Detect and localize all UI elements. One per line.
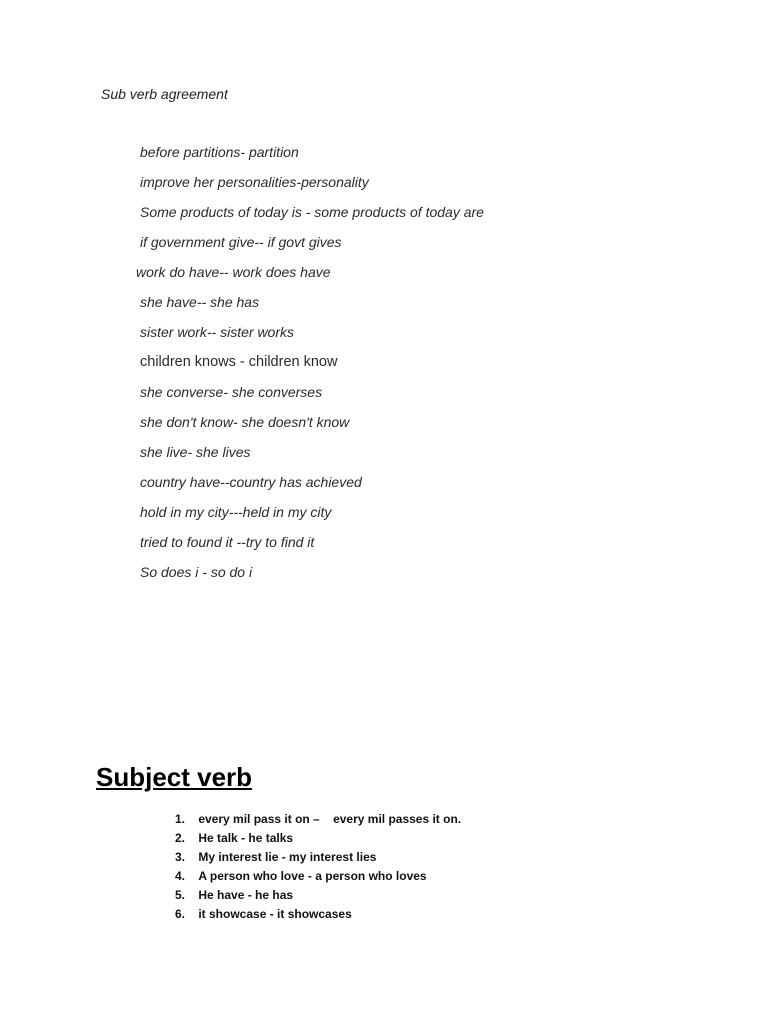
note-line: if government give-- if govt gives xyxy=(140,234,342,250)
list-text: He talk - he talks xyxy=(198,831,294,845)
list-item xyxy=(150,831,461,850)
note-line: sister work-- sister works xyxy=(140,324,295,340)
document-title: Sub verb agreement xyxy=(101,86,228,102)
list-number: 4. xyxy=(174,869,185,883)
list-text xyxy=(185,812,198,831)
note-line: tried to found it --try to find it xyxy=(140,534,315,550)
list-item xyxy=(150,869,461,888)
list-number: 6. xyxy=(174,907,185,921)
list-item xyxy=(150,850,461,869)
note-line: improve her personalities-personality xyxy=(140,174,369,190)
note-line: she have-- she has xyxy=(140,294,260,310)
list-text: every mil pass it on – every mil passes it on. xyxy=(198,812,462,826)
note-line: country have--country has achieved xyxy=(140,474,362,490)
list-text xyxy=(185,850,198,869)
list-text: My interest lie - my interest lies xyxy=(198,850,377,864)
list-number: 1. xyxy=(174,812,185,826)
list-text xyxy=(185,869,198,888)
note-line: she converse- she converses xyxy=(140,384,323,400)
list-text: it showcase - it showcases xyxy=(198,907,352,921)
note-line: children knows - children know xyxy=(140,354,338,370)
list-text: A person who love - a person who loves xyxy=(198,869,427,883)
note-line: hold in my city---held in my city xyxy=(140,504,332,520)
list-number: 5. xyxy=(174,888,185,902)
list-text xyxy=(185,831,198,850)
note-line: Some products of today is - some products of today are xyxy=(140,204,484,220)
note-line: So does i - so do i xyxy=(140,564,253,580)
list-item xyxy=(150,907,461,926)
list-item xyxy=(150,812,461,831)
list-item xyxy=(150,888,461,907)
note-line: before partitions- partition xyxy=(140,144,299,160)
numbered-list xyxy=(150,812,461,926)
list-number: 3. xyxy=(174,850,185,864)
list-text xyxy=(185,907,198,926)
list-text xyxy=(185,888,198,907)
list-number: 2. xyxy=(174,831,185,845)
note-line: she live- she lives xyxy=(140,444,251,460)
list-text: He have - he has xyxy=(198,888,294,902)
note-line: work do have-- work does have xyxy=(136,264,331,280)
note-line: she don't know- she doesn't know xyxy=(140,414,350,430)
section-heading: Subject verb xyxy=(96,762,253,792)
